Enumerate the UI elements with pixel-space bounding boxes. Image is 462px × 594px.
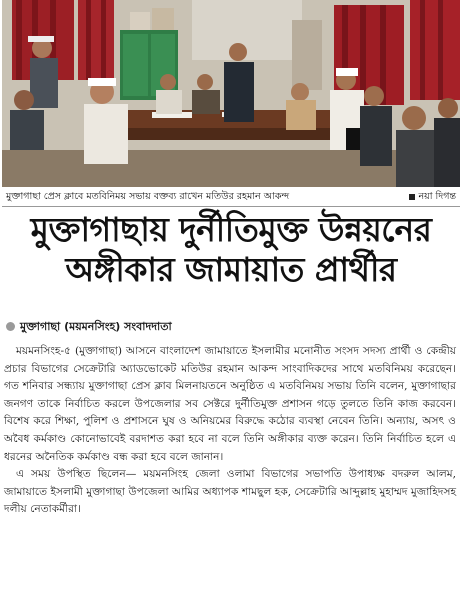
byline-bullet-icon (6, 322, 15, 331)
caption-text: মুক্তাগাছা প্রেস ক্লাবে মতবিনিময় সভায় বক্তব্য রাখেন মতিউর রহমান আকন্দ (6, 191, 290, 202)
body-line: উপাধ্যক্ষ বদরুল আলম, জামায়াতে ইসলামী মুক্তাগাছা উপজেলা আমির (4, 468, 456, 498)
body-line: প্রশাসন গড়ে তুলতে তিনি কাজ করবেন। বিশেষ করে শিক্ষা, পুলিশ ও প্রশাসনে (4, 397, 456, 428)
body-line: মুক্তাগাছা প্রেস ক্লাব মিলনায়তনে অনুষ্ঠিত এ মতবিনিময় সভায় তিনি বলেন, (88, 380, 408, 393)
paragraph-2 (4, 466, 456, 519)
body-line: মুক্তাগাছার জনগণ তাকে নির্বাচিত করলে উপজেলার সব সেক্টরে দুর্নীতিমুক্ত (4, 380, 456, 410)
body-line: নেতাকর্মীরা। (30, 503, 81, 516)
body-line: এ সময় উপস্থিত ছিলেন— ময়মনসিংহ জেলা ওলামা বিভাগের সভাপতি (16, 468, 342, 481)
body-line: ময়মনসিংহ-৫ (মুক্তাগাছা) আসনে বাংলাদেশ জামায়াতে ইসলামীর মনোনীত (16, 345, 331, 357)
body-line: তিনি নির্বাচিত হলে এ ধরনের অনৈতিক কর্মকাণ্ড বন্ধ করা হবে বলে জানান। (4, 432, 456, 463)
body-line: ঘুষ ও অনিয়মের বিরুদ্ধে কঠোর ব্যবস্থা নেবেন তিনি। অন্যায়, অসৎ ও অবৈধ (4, 415, 456, 445)
body-line: রহমান আকন্দ সাংবাদিকদের সাথে মতবিনিময় করেছেন। গত শনিবার সন্ধ্যায় (4, 362, 456, 393)
byline-text: মুক্তাগাছা (ময়মনসিংহ) সংবাদদাতা (20, 320, 172, 333)
paragraph-1 (4, 343, 456, 466)
headline-line-1: মুক্তাগাছায় দুর্নীতিমুক্ত উন্নয়নের (30, 210, 432, 249)
article-body (4, 343, 456, 519)
credit-text: নয়া দিগন্ত (418, 191, 456, 202)
byline (6, 318, 172, 336)
headline (0, 210, 462, 290)
body-line: কর্মকাণ্ড কোনোভাবেই বরদাশত করা হবে না বলে তিনি অঙ্গীকার ব্যক্ত করেন। (33, 432, 359, 445)
credit-square-icon (409, 194, 415, 200)
body-line: অধ্যাপক শামছুল হক, সেক্রেটারি আব্দুল্লাহ মুহাম্মদ মুজাহিদসহ দলীয় (4, 485, 457, 516)
article-photo (2, 0, 460, 187)
headline-line-2: অঙ্গীকার জামায়াত প্রার্থীর (65, 250, 397, 289)
photo-caption (2, 188, 460, 207)
body-line: সংসদ সদস্য প্রার্থী ও কেন্দ্রীয় প্রচার বিভাগের সেক্রেটারি অ্যাডভোকেট মতিউর (4, 345, 456, 375)
meeting-photo-icon (2, 0, 460, 187)
caption-credit (409, 188, 456, 206)
